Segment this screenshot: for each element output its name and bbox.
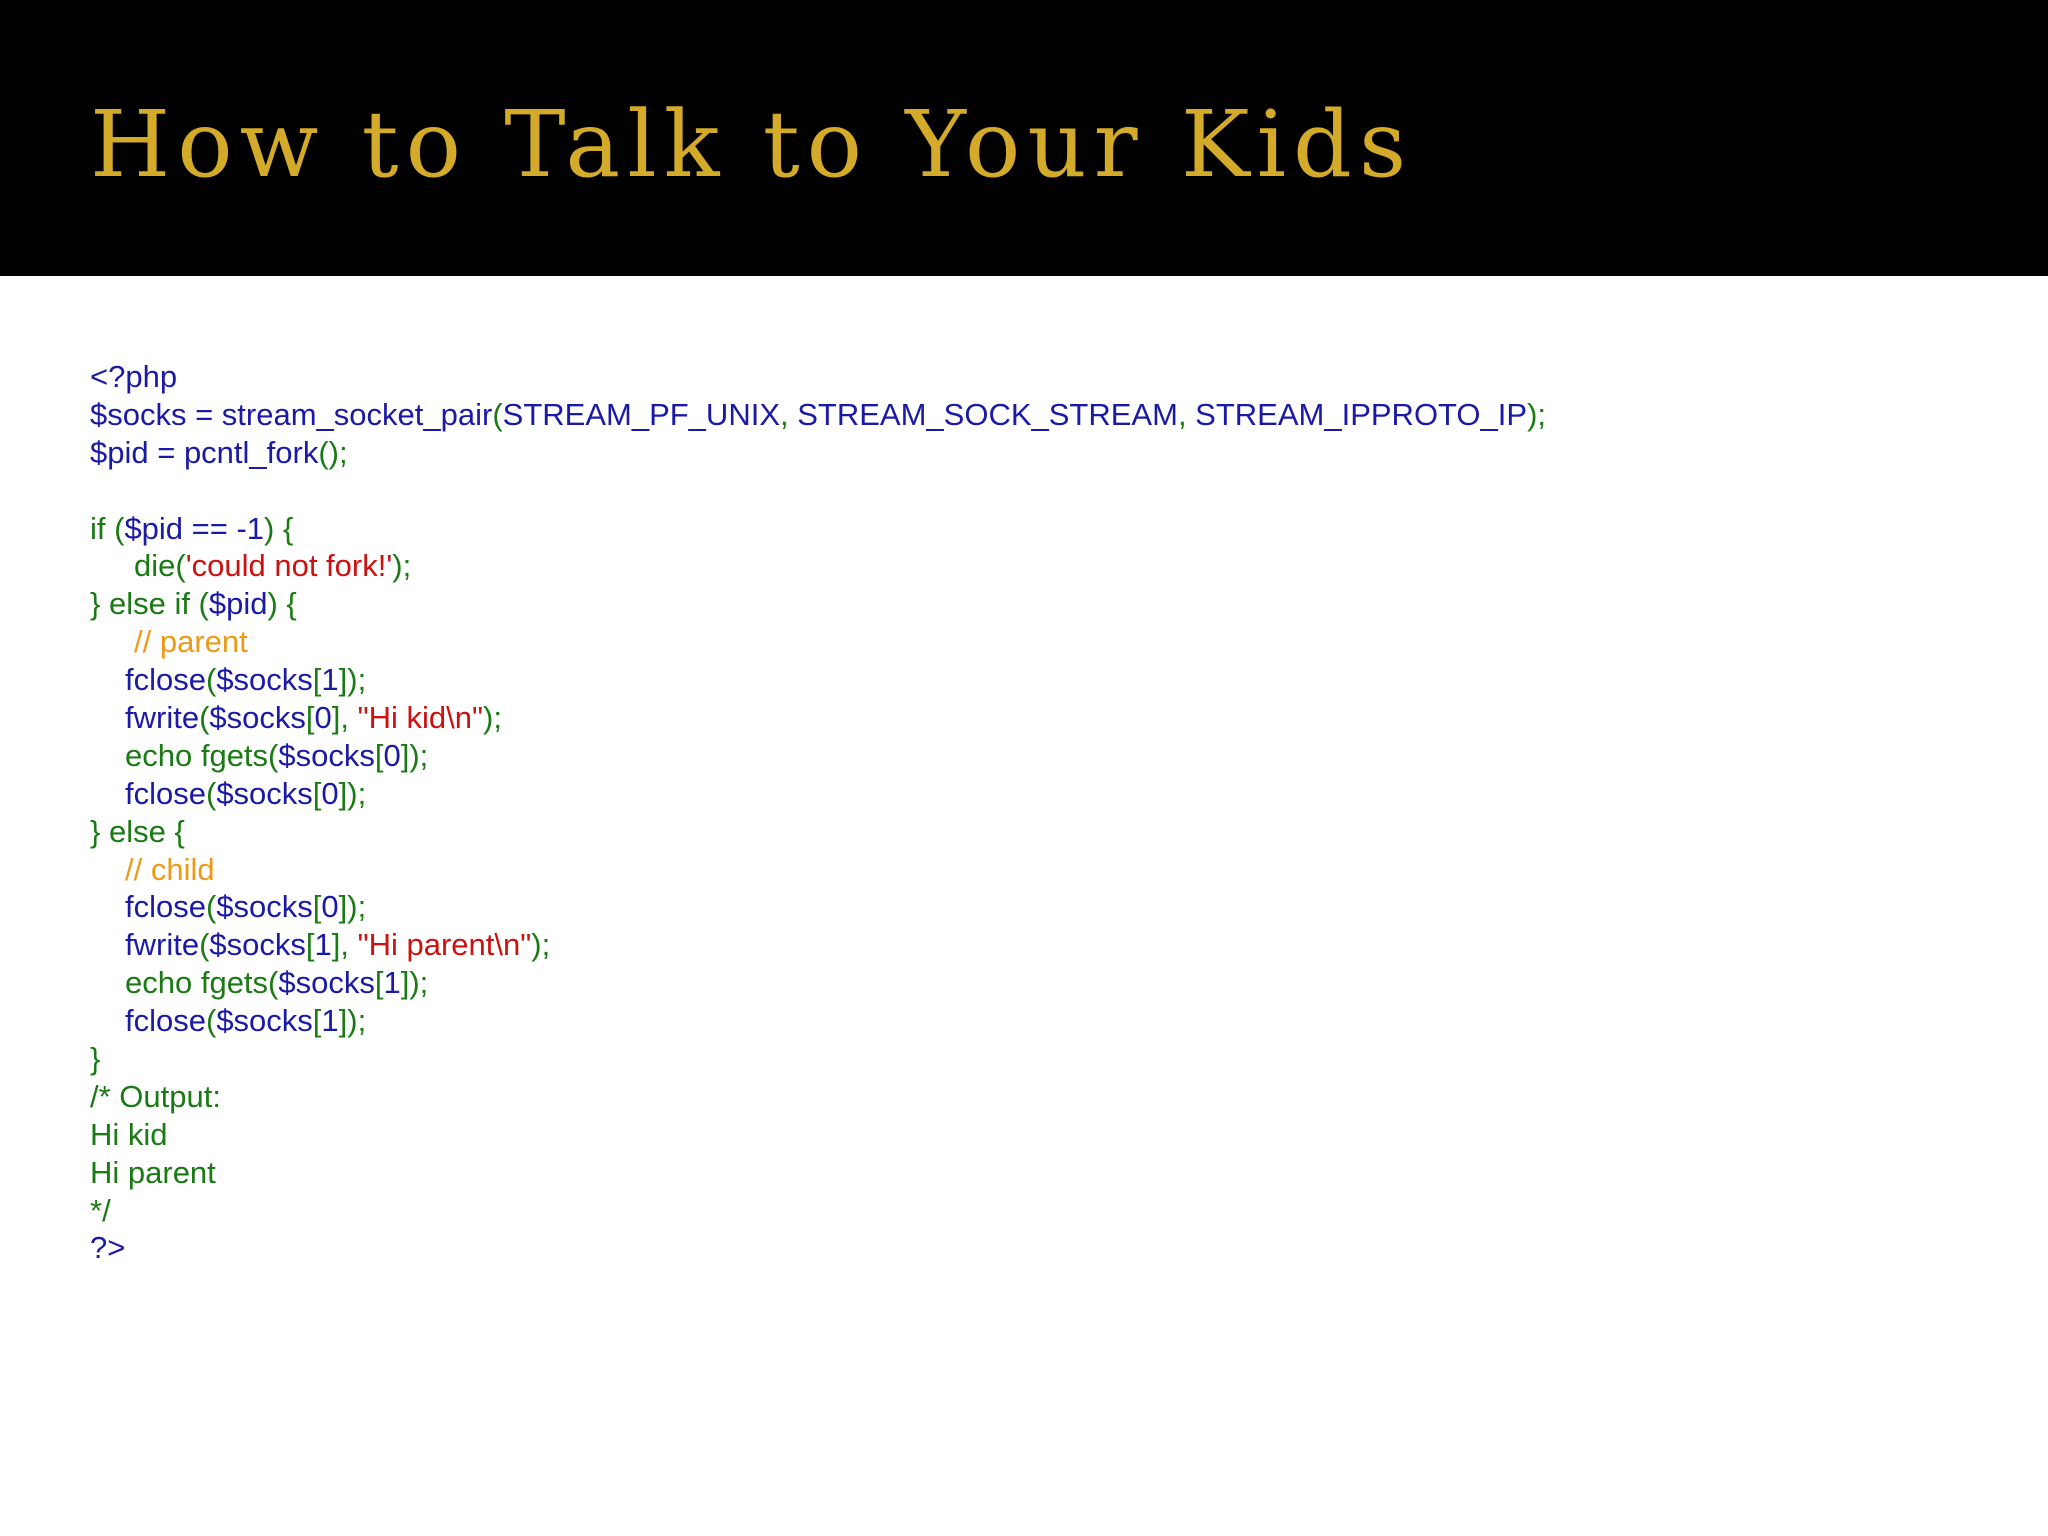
code-token-keyword: ( [205,1003,217,1039]
code-line [90,1154,1990,1192]
code-token-keyword: Hi parent [90,1154,216,1190]
code-token-identifier: $socks [216,662,313,698]
code-token-keyword: , [1177,396,1196,432]
code-token-keyword: } else if ( [90,586,209,622]
code-token-identifier: 1 [383,965,401,1001]
code-token-identifier: STREAM_IPPROTO_IP [1195,396,1528,432]
code-line [90,434,1990,472]
code-line [90,547,1990,585]
code-token-keyword: die( [134,548,186,584]
code-token-keyword: ( [205,889,217,925]
code-token-keyword: ]); [400,737,429,773]
code-token-keyword: ]); [338,775,367,811]
code-token-keyword: ) { [267,586,297,622]
code-line [90,396,1990,434]
code-token-keyword: ( [199,700,210,736]
code-token-keyword: ( [492,396,503,432]
code-token-identifier: 1 [321,662,339,698]
code-token-identifier: 0 [321,775,339,811]
code-token-keyword: Hi kid [90,1116,168,1152]
code-token-identifier: ?> [90,1230,126,1266]
code-token-keyword: [ [305,700,315,736]
code-line [90,472,1990,510]
code-line [90,585,1990,623]
code-token-string: "Hi kid\n" [357,700,483,736]
code-token-identifier: $socks [216,1003,313,1039]
code-token-keyword: ( [199,927,210,963]
code-token-identifier: $socks [278,965,375,1001]
code-token-keyword: [ [312,775,322,811]
code-token-keyword: echo fgets( [125,737,279,773]
code-token-keyword: ) { [264,510,294,546]
code-line [90,1040,1990,1078]
code-token-keyword: [ [374,965,384,1001]
code-line [90,775,1990,813]
title-bar [0,0,2048,276]
code-token-keyword: ); [483,700,502,736]
code-line [90,661,1990,699]
code-token-keyword: ], [331,927,358,963]
code-line [90,888,1990,926]
code-token-keyword: , [780,396,798,432]
code-token-identifier: STREAM_SOCK_STREAM [797,396,1178,432]
code-token-identifier: fclose [125,889,206,925]
code-token-keyword: [ [312,889,322,925]
code-token-identifier: $socks [216,775,313,811]
code-token-keyword: ( [205,775,217,811]
code-token-keyword: ]); [338,1003,367,1039]
code-token-keyword: [ [312,1003,322,1039]
code-token-keyword: ]); [400,965,429,1001]
code-line [90,964,1990,1002]
code-token-identifier: $socks [216,889,313,925]
code-token-identifier: 1 [314,927,332,963]
code-line [90,623,1990,661]
code-token-keyword: } else { [90,813,185,849]
code-token-keyword: ( [205,662,217,698]
code-token-identifier: $pid [208,586,268,622]
code-line [90,699,1990,737]
code-token-identifier: <?php [90,359,178,394]
code-line [90,737,1990,775]
code-line [90,926,1990,964]
code-token-identifier: fclose [125,662,206,698]
code-token-identifier: fclose [125,775,206,811]
code-token-identifier: $socks [209,700,306,736]
code-token-identifier: 0 [321,889,339,925]
code-token-string: 'could not fork!' [185,548,393,584]
code-token-comment: // child [125,851,215,887]
code-token-identifier: $pid = pcntl_fork [90,434,319,470]
code-line [90,813,1990,851]
code-line [90,1078,1990,1116]
code-token-identifier: $pid == -1 [124,510,265,546]
code-token-identifier: $socks = stream_socket_pair [90,396,493,432]
code-token-keyword: /* Output: [90,1078,221,1114]
code-token-keyword: (); [318,434,348,470]
code-token-keyword: ); [1527,396,1547,432]
code-token-keyword: if ( [90,510,125,546]
code-token-keyword: [ [305,927,315,963]
code-token-identifier: 0 [314,700,332,736]
code-token-identifier: $socks [278,737,375,773]
code-token-keyword: [ [312,662,322,698]
code-line [90,1192,1990,1230]
code-token-keyword: ); [392,548,412,584]
code-token-keyword: ]); [338,662,367,698]
code-line [90,510,1990,548]
slide-title: How to Talk to Your Kids [90,91,1414,198]
code-token-keyword: */ [90,1192,111,1228]
code-token-keyword: ]); [338,889,367,925]
code-token-identifier: fwrite [125,700,200,736]
code-line [90,851,1990,889]
code-token-comment: // parent [134,624,248,660]
code-line [90,1229,1990,1267]
code-token-identifier: fwrite [125,927,200,963]
code-block [90,358,1990,1267]
code-token-string: "Hi parent\n" [357,927,532,963]
code-line [90,358,1990,396]
code-line [90,1116,1990,1154]
code-token-identifier: $socks [209,927,306,963]
code-token-keyword: [ [374,737,384,773]
code-token-identifier: 1 [321,1003,339,1039]
code-token-keyword: ); [531,927,551,963]
code-token-identifier: STREAM_PF_UNIX [502,396,780,432]
code-token-keyword: } [90,1041,101,1077]
code-token-identifier: 0 [383,737,401,773]
code-line [90,1002,1990,1040]
code-token-keyword: echo fgets( [125,965,279,1001]
code-token-identifier: fclose [125,1003,206,1039]
code-token-keyword: ], [331,700,358,736]
